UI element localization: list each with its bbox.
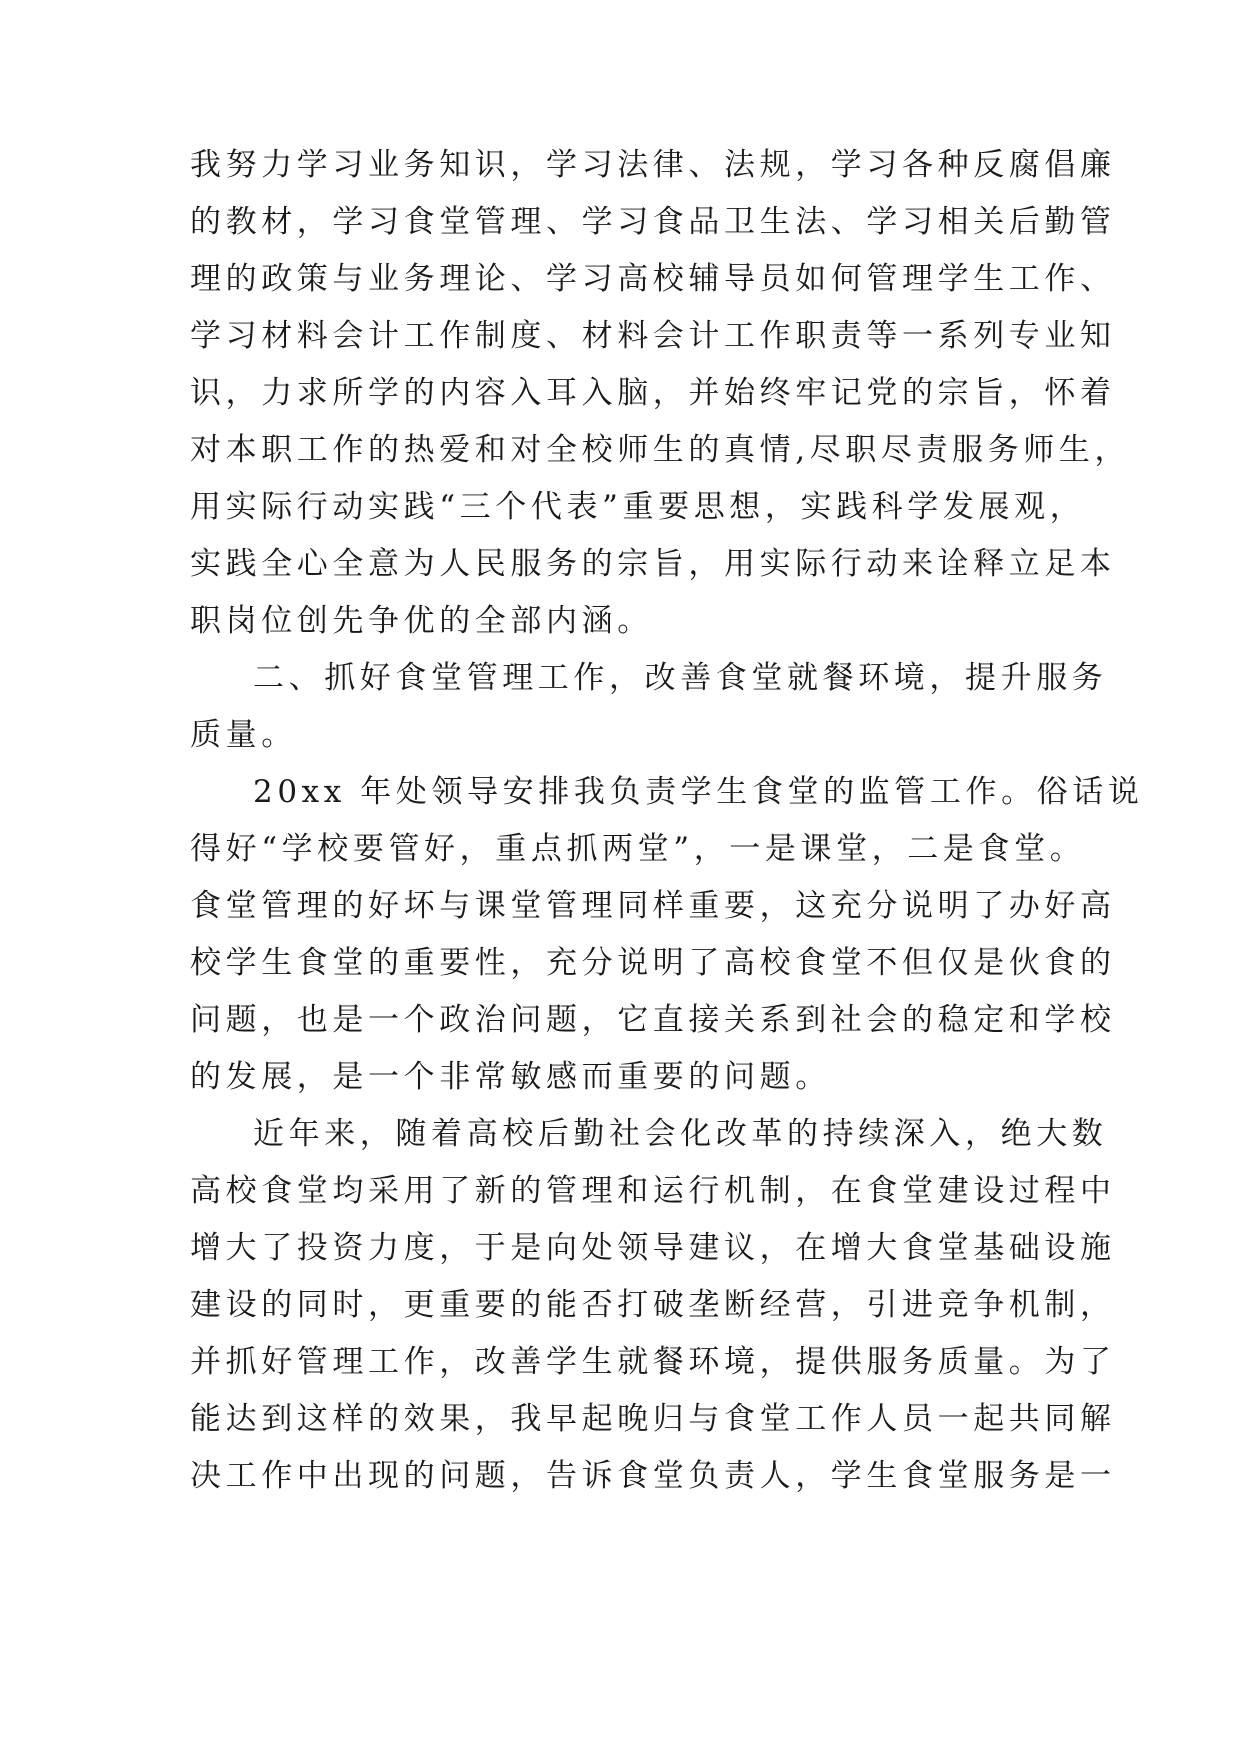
text-line: 用实际行动实践“三个代表”重要思想，实践科学发展观， xyxy=(190,489,1086,525)
text-line: 的教材，学习食堂管理、学习食品卫生法、学习相关后勤管 xyxy=(190,204,1116,240)
text-line: 增大了投资力度，于是向处领导建议，在增大食堂基础设施 xyxy=(190,1230,1116,1266)
text-line: 对本职工作的热爱和对全校师生的真情,尽职尽责服务师生， xyxy=(190,432,1131,468)
text-line: 学习材料会计工作制度、材料会计工作职责等一系列专业知 xyxy=(190,318,1116,354)
section-heading: 二、抓好食堂管理工作，改善食堂就餐环境，提升服务 xyxy=(253,660,1108,696)
text-line: 建设的同时，更重要的能否打破垄断经营，引进竞争机制， xyxy=(190,1287,1116,1323)
text-line: 识，力求所学的内容入耳入脑，并始终牢记党的宗旨，怀着 xyxy=(190,375,1116,411)
section-heading-cont: 质量。 xyxy=(190,717,297,753)
paragraph-start: 20xx 年处领导安排我负责学生食堂的监管工作。俗话说 xyxy=(253,774,1144,810)
text-line: 实践全心全意为人民服务的宗旨，用实际行动来诠释立足本 xyxy=(190,546,1116,582)
text-line: 职岗位创先争优的全部内涵。 xyxy=(190,603,653,639)
text-line: 理的政策与业务理论、学习高校辅导员如何管理学生工作、 xyxy=(190,261,1116,297)
text-line: 决工作中出现的问题，告诉食堂负责人，学生食堂服务是一 xyxy=(190,1458,1116,1494)
text-line: 问题，也是一个政治问题，它直接关系到社会的稳定和学校 xyxy=(190,1002,1116,1038)
text-line: 高校食堂均采用了新的管理和运行机制，在食堂建设过程中 xyxy=(190,1173,1116,1209)
text-line: 校学生食堂的重要性，充分说明了高校食堂不但仅是伙食的 xyxy=(190,945,1116,981)
text-line: 我努力学习业务知识，学习法律、法规，学习各种反腐倡廉 xyxy=(190,147,1116,183)
text-line: 的发展，是一个非常敏感而重要的问题。 xyxy=(190,1059,831,1095)
text-line: 得好“学校要管好，重点抓两堂”，一是课堂，二是食堂。 xyxy=(190,831,1086,867)
paragraph-start: 近年来，随着高校后勤社会化改革的持续深入，绝大数 xyxy=(253,1116,1108,1152)
text-line: 食堂管理的好坏与课堂管理同样重要，这充分说明了办好高 xyxy=(190,888,1116,924)
text-line: 能达到这样的效果，我早起晚归与食堂工作人员一起共同解 xyxy=(190,1401,1116,1437)
text-line: 并抓好管理工作，改善学生就餐环境，提供服务质量。为了 xyxy=(190,1344,1116,1380)
